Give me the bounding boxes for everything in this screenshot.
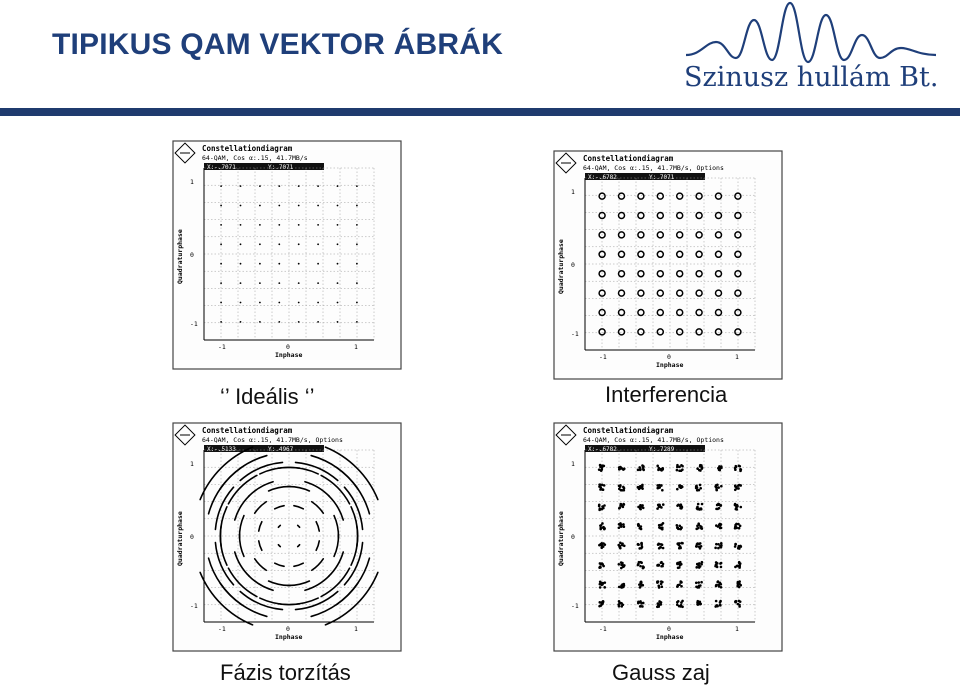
symbol-dot xyxy=(240,243,242,245)
symbol-dot xyxy=(220,185,222,187)
symbol-dot xyxy=(356,282,358,284)
company-logo-text: Szinusz hullám Bt. xyxy=(684,62,939,93)
panel-frame xyxy=(554,423,782,651)
symbol-dot xyxy=(317,243,319,245)
caption-gauss-noise: Gauss zaj xyxy=(612,660,710,685)
x-tick-label: 1 xyxy=(735,353,739,361)
diagram-title: Constellationdiagram xyxy=(202,426,293,435)
diagram-subtitle: 64-QAM, Cos α:.15, 41.7MB/s xyxy=(202,154,308,162)
symbol-dot xyxy=(317,321,319,323)
symbol-dot xyxy=(356,321,358,323)
symbol-dot xyxy=(259,282,261,284)
panel-frame xyxy=(554,151,782,379)
symbol-dot xyxy=(337,243,339,245)
marker-y-readout: Y:.4967 xyxy=(268,446,294,453)
x-tick-label: 1 xyxy=(735,625,739,633)
y-axis-label: Quadraturphase xyxy=(557,511,565,566)
y-axis-label: Quadraturphase xyxy=(176,229,184,284)
x-tick-label: -1 xyxy=(599,353,607,361)
symbol-dot xyxy=(317,224,319,226)
symbol-dot xyxy=(337,205,339,207)
symbol-dot xyxy=(298,321,300,323)
symbol-dot xyxy=(278,224,280,226)
x-tick-label: 0 xyxy=(667,353,671,361)
caption-interference: Interferencia xyxy=(605,382,728,407)
diagram-title: Constellationdiagram xyxy=(202,144,293,153)
symbol-dot xyxy=(240,282,242,284)
diagram-subtitle: 64-QAM, Cos α:.15, 41.7MB/s, Options xyxy=(583,164,724,172)
diagram-title: Constellationdiagram xyxy=(583,426,674,435)
y-tick-label: 1 xyxy=(190,460,194,468)
x-tick-label: 1 xyxy=(354,625,358,633)
caption-phase-distortion: Fázis torzítás xyxy=(220,660,351,685)
sine-wave-logo-icon xyxy=(686,0,936,70)
symbol-dot xyxy=(278,302,280,304)
symbol-dot xyxy=(240,224,242,226)
symbol-dot xyxy=(298,282,300,284)
constellation-panel-gauss-noise xyxy=(553,422,783,652)
symbol-dot xyxy=(220,263,222,265)
symbol-dot xyxy=(356,302,358,304)
symbol-dot xyxy=(337,321,339,323)
symbol-dot xyxy=(259,224,261,226)
x-axis-label: Inphase xyxy=(656,633,684,641)
diagram-subtitle: 64-QAM, Cos α:.15, 41.7MB/s, Options xyxy=(202,436,343,444)
marker-x-readout: X:-.6782 xyxy=(588,446,617,453)
symbol-dot xyxy=(356,263,358,265)
symbol-dot xyxy=(259,263,261,265)
symbol-dot xyxy=(240,185,242,187)
y-axis-label: Quadraturphase xyxy=(557,239,565,294)
symbol-dot xyxy=(278,321,280,323)
symbol-dot xyxy=(278,243,280,245)
symbol-dot xyxy=(240,263,242,265)
x-axis-label: Inphase xyxy=(275,633,303,641)
caption-ideal: ‘’ Ideális ‘’ xyxy=(220,384,315,409)
symbol-dot xyxy=(317,282,319,284)
symbol-dot xyxy=(337,185,339,187)
y-tick-label: 1 xyxy=(571,188,575,196)
symbol-dot xyxy=(337,263,339,265)
symbol-dot xyxy=(337,282,339,284)
y-tick-label: -1 xyxy=(571,330,579,338)
symbol-dot xyxy=(317,302,319,304)
symbol-dot xyxy=(240,302,242,304)
symbol-dot xyxy=(259,205,261,207)
symbol-dot xyxy=(278,185,280,187)
diagram-subtitle: 64-QAM, Cos α:.15, 41.7MB/s, Options xyxy=(583,436,724,444)
symbol-dot xyxy=(337,224,339,226)
x-tick-label: -1 xyxy=(218,625,226,633)
symbol-dot xyxy=(317,185,319,187)
symbol-dot xyxy=(240,205,242,207)
symbol-dot xyxy=(259,243,261,245)
symbol-dot xyxy=(220,205,222,207)
panel-frame xyxy=(173,141,401,369)
x-tick-label: -1 xyxy=(599,625,607,633)
symbol-dot xyxy=(317,205,319,207)
x-axis-label: Inphase xyxy=(656,361,684,369)
symbol-dot xyxy=(259,321,261,323)
slide-title: TIPIKUS QAM VEKTOR ÁBRÁK xyxy=(52,28,503,61)
marker-y-readout: Y:.7289 xyxy=(649,446,675,453)
symbol-dot xyxy=(220,224,222,226)
y-tick-label: -1 xyxy=(190,320,198,328)
panel-frame xyxy=(173,423,401,651)
symbol-dot xyxy=(298,205,300,207)
symbol-dot xyxy=(317,263,319,265)
diagram-title: Constellationdiagram xyxy=(583,154,674,163)
symbol-dot xyxy=(220,243,222,245)
y-tick-label: 0 xyxy=(190,251,194,259)
symbol-dot xyxy=(240,321,242,323)
x-tick-label: 0 xyxy=(286,625,290,633)
title-divider xyxy=(0,108,960,116)
y-tick-label: -1 xyxy=(190,602,198,610)
x-tick-label: 0 xyxy=(286,343,290,351)
y-axis-label: Quadraturphase xyxy=(176,511,184,566)
symbol-dot xyxy=(298,224,300,226)
constellation-panel-phase-distortion xyxy=(172,422,402,652)
x-tick-label: 1 xyxy=(354,343,358,351)
y-tick-label: -1 xyxy=(571,602,579,610)
symbol-dot xyxy=(356,243,358,245)
marker-x-readout: X:-.7071 xyxy=(207,164,236,171)
symbol-dot xyxy=(298,185,300,187)
constellation-panel-interference xyxy=(553,150,783,380)
symbol-dot xyxy=(356,205,358,207)
y-tick-label: 0 xyxy=(190,533,194,541)
y-tick-label: 1 xyxy=(571,460,575,468)
symbol-dot xyxy=(278,282,280,284)
x-axis-label: Inphase xyxy=(275,351,303,359)
marker-x-readout: X:-.6782 xyxy=(588,174,617,181)
y-tick-label: 1 xyxy=(190,178,194,186)
y-tick-label: 0 xyxy=(571,261,575,269)
x-tick-label: -1 xyxy=(218,343,226,351)
symbol-dot xyxy=(220,321,222,323)
symbol-dot xyxy=(220,302,222,304)
y-tick-label: 0 xyxy=(571,533,575,541)
symbol-dot xyxy=(298,243,300,245)
constellation-panel-ideal xyxy=(172,140,402,370)
symbol-dot xyxy=(220,282,222,284)
symbol-dot xyxy=(298,263,300,265)
marker-y-readout: Y:.7071 xyxy=(649,174,675,181)
symbol-dot xyxy=(356,185,358,187)
symbol-dot xyxy=(259,185,261,187)
symbol-dot xyxy=(356,224,358,226)
symbol-dot xyxy=(278,263,280,265)
symbol-dot xyxy=(259,302,261,304)
marker-y-readout: Y:.7071 xyxy=(268,164,294,171)
symbol-dot xyxy=(337,302,339,304)
symbol-dot xyxy=(278,205,280,207)
x-tick-label: 0 xyxy=(667,625,671,633)
marker-x-readout: X:-.5133 xyxy=(207,446,236,453)
symbol-dot xyxy=(298,302,300,304)
